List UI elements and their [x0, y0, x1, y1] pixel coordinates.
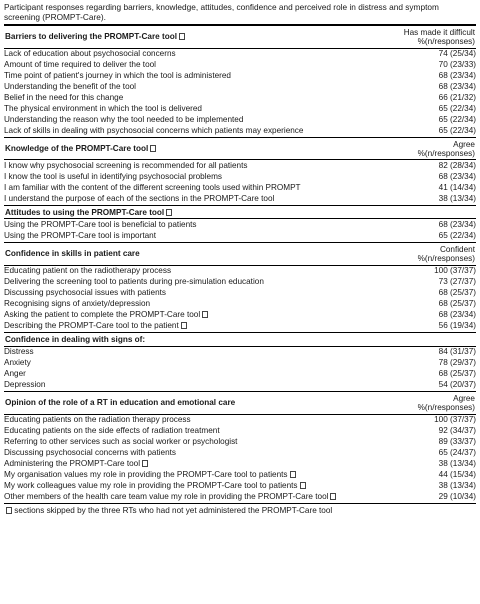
- skipped-marker-icon: [166, 209, 172, 216]
- row-value: 92 (34/37): [438, 426, 476, 436]
- row-value: 68 (25/37): [438, 368, 476, 378]
- row-label-cell: [4, 368, 396, 379]
- row-label-cell: [4, 425, 396, 436]
- results-table: [4, 24, 476, 503]
- row-label-cell: [4, 320, 396, 332]
- row-label-cell: [4, 469, 396, 480]
- row-value: 66 (21/32): [438, 92, 476, 102]
- row-label: Distress: [4, 347, 34, 357]
- row-value: 56 (19/34): [438, 320, 476, 330]
- table-row: [4, 193, 476, 205]
- row-label: Understanding the benefit of the tool: [4, 81, 137, 91]
- table-row: [4, 469, 476, 480]
- column-header-line: %(n/responses): [417, 148, 475, 158]
- table-row: [4, 70, 476, 81]
- row-value: 74 (25/34): [438, 49, 476, 59]
- section-header: [4, 25, 476, 48]
- row-value: 65 (22/34): [438, 125, 476, 135]
- section-header: [4, 391, 476, 414]
- row-value: 38 (13/34): [438, 193, 476, 203]
- table-caption: Participant responses regarding barriers, knowledge, attitudes, confidence and perceived role in distress and symptom screening (PROMPT-Care).: [4, 2, 439, 23]
- row-label-cell: [4, 230, 396, 242]
- row-label-cell: [4, 447, 396, 458]
- row-label-cell: [4, 346, 396, 357]
- row-value: 100 (37/37): [434, 266, 476, 276]
- section-title-text: Confidence in skills in patient care: [5, 249, 140, 259]
- row-label: Referring to other services such as social worker or psychologist: [4, 436, 238, 446]
- column-header: [396, 205, 476, 219]
- column-header-line: Agree: [453, 393, 475, 403]
- row-label: Discussing psychosocial concerns with patients: [4, 447, 177, 457]
- row-value: 70 (23/33): [438, 60, 476, 70]
- table-row: [4, 320, 476, 332]
- section-title-text: Attitudes to using the PROMPT-Care tool: [5, 207, 165, 217]
- row-label-cell: [4, 171, 396, 182]
- skipped-marker-icon: [150, 145, 156, 152]
- table-row: [4, 125, 476, 137]
- row-label-cell: [4, 287, 396, 298]
- row-label-cell: [4, 160, 396, 171]
- row-label: Educating patients on the radiation therapy process: [4, 415, 191, 425]
- row-label: Other members of the health care team value my role in providing the PROMPT-Care tool: [4, 491, 329, 501]
- section-header: [4, 332, 476, 346]
- column-header: [396, 137, 476, 160]
- table-row: [4, 92, 476, 103]
- row-label: My organisation values my role in providing the PROMPT-Care tool to patients: [4, 469, 288, 479]
- table-row: [4, 480, 476, 491]
- row-label-cell: [4, 92, 396, 103]
- row-label-cell: [4, 182, 396, 193]
- row-label: Educating patient on the radiotherapy process: [4, 266, 172, 276]
- row-label: The physical environment in which the tool is delivered: [4, 103, 202, 113]
- row-label: Anxiety: [4, 357, 31, 367]
- section-title: [4, 242, 396, 265]
- table-row: [4, 346, 476, 357]
- row-label-cell: [4, 458, 396, 469]
- table-row: [4, 160, 476, 171]
- table-row: [4, 436, 476, 447]
- row-value: 68 (25/37): [438, 298, 476, 308]
- column-header-line: %(n/responses): [417, 254, 475, 264]
- row-value: 68 (23/34): [438, 81, 476, 91]
- column-header-line: Agree: [453, 139, 475, 149]
- row-label-cell: [4, 114, 396, 125]
- column-header: [396, 391, 476, 414]
- row-value: 100 (37/37): [434, 415, 476, 425]
- row-value: 73 (27/37): [438, 277, 476, 287]
- row-label: Describing the PROMPT-Care tool to the patient: [4, 320, 179, 330]
- table-row: [4, 103, 476, 114]
- row-label-cell: [4, 298, 396, 309]
- section-title: [4, 205, 396, 219]
- table-row: [4, 379, 476, 391]
- table-row: [4, 458, 476, 469]
- row-value: 38 (13/34): [438, 480, 476, 490]
- table-row: [4, 414, 476, 425]
- table-row: [4, 219, 476, 230]
- table-row: [4, 114, 476, 125]
- section-title: [4, 137, 396, 160]
- row-label: Understanding the reason why the tool needed to be implemented: [4, 114, 244, 124]
- skipped-marker-icon: [179, 33, 185, 40]
- row-label-cell: [4, 436, 396, 447]
- row-label: Discussing psychosocial issues with patients: [4, 288, 167, 297]
- section-title-text: Opinion of the role of a RT in education and emotional care: [5, 398, 236, 408]
- row-label-cell: [4, 480, 396, 491]
- row-label: Anger: [4, 368, 26, 378]
- column-header-line: %(n/responses): [417, 403, 475, 413]
- row-value: 68 (23/34): [438, 309, 476, 319]
- table-row: [4, 60, 476, 71]
- row-label-cell: [4, 81, 396, 92]
- row-label: My work colleagues value my role in providing the PROMPT-Care tool to patients: [4, 480, 298, 490]
- row-value: 41 (14/34): [438, 182, 476, 192]
- section-header: [4, 205, 476, 219]
- row-label: Asking the patient to complete the PROMPT-Care tool: [4, 309, 201, 319]
- row-value: 44 (15/34): [438, 469, 476, 479]
- table-row: [4, 368, 476, 379]
- table-row: [4, 81, 476, 92]
- skipped-marker-icon: [202, 311, 208, 318]
- row-label: Using the PROMPT-Care tool is important: [4, 230, 156, 240]
- row-label-cell: [4, 48, 396, 59]
- row-label: Belief in the need for this change: [4, 92, 124, 102]
- row-label-cell: [4, 193, 396, 205]
- table-row: [4, 357, 476, 368]
- skipped-marker-icon: [142, 460, 148, 467]
- row-label: Administering the PROMPT-Care tool: [4, 458, 141, 468]
- row-value: 78 (29/37): [438, 357, 476, 367]
- row-label-cell: [4, 277, 396, 288]
- skipped-marker-icon: [290, 471, 296, 478]
- row-label: Lack of education about psychosocial concerns: [4, 49, 176, 59]
- table-row: [4, 230, 476, 242]
- table-row: [4, 182, 476, 193]
- row-value: 54 (20/37): [438, 379, 476, 389]
- section-title: [4, 332, 396, 346]
- table-row: [4, 425, 476, 436]
- row-label: I know the tool is useful in identifying psychosocial problems: [4, 171, 222, 181]
- section-title-text: Confidence in dealing with signs of:: [5, 334, 146, 344]
- row-value: 82 (28/34): [438, 160, 476, 170]
- row-label: Recognising signs of anxiety/depression: [4, 298, 151, 308]
- row-label-cell: [4, 357, 396, 368]
- row-label: Amount of time required to deliver the tool: [4, 60, 157, 70]
- row-value: 68 (25/37): [438, 288, 476, 297]
- table-row: [4, 277, 476, 288]
- row-value: 84 (31/37): [438, 347, 476, 357]
- row-label: Delivering the screening tool to patients during pre-simulation education: [4, 277, 264, 287]
- table-row: [4, 287, 476, 298]
- row-value: 65 (22/34): [438, 103, 476, 113]
- table-row: [4, 309, 476, 320]
- row-label-cell: [4, 70, 396, 81]
- row-value: 65 (22/34): [438, 230, 476, 240]
- row-value: 38 (13/34): [438, 458, 476, 468]
- row-label-cell: [4, 379, 396, 391]
- row-label: I understand the purpose of each of the sections in the PROMPT-Care tool: [4, 193, 275, 203]
- table-row: [4, 447, 476, 458]
- row-label: Lack of skills in dealing with psychosocial concerns which patients may experience: [4, 125, 304, 135]
- column-header-line: Confident: [439, 244, 475, 254]
- row-label-cell: [4, 60, 396, 71]
- section-title: [4, 25, 396, 48]
- results-table-body: [4, 25, 476, 503]
- row-label-cell: [4, 309, 396, 320]
- section-title-text: Knowledge of the PROMPT-Care tool: [5, 144, 149, 154]
- column-header-line: %(n/responses): [417, 37, 475, 47]
- skipped-marker-icon: [181, 322, 187, 329]
- row-value: 89 (33/37): [438, 436, 476, 446]
- table-row: [4, 298, 476, 309]
- row-label: Educating patients on the side effects of radiation treatment: [4, 426, 220, 436]
- row-value: 65 (24/37): [438, 447, 476, 457]
- row-label-cell: [4, 414, 396, 425]
- table-row: [4, 265, 476, 276]
- row-label-cell: [4, 125, 396, 137]
- row-label: I know why psychosocial screening is recommended for all patients: [4, 160, 248, 170]
- skipped-marker-icon: [330, 493, 336, 500]
- row-value: 68 (23/34): [438, 219, 476, 229]
- column-header: [396, 25, 476, 48]
- section-header: [4, 242, 476, 265]
- column-header-line: Has made it difficult: [403, 27, 475, 37]
- row-label-cell: [4, 219, 396, 230]
- section-header: [4, 137, 476, 160]
- table-footnote: [4, 503, 476, 516]
- row-label: Using the PROMPT-Care tool is beneficial to patients: [4, 219, 197, 229]
- row-label: I am familiar with the content of the different screening tools used within PROMPT: [4, 182, 301, 192]
- row-value: 68 (23/34): [438, 70, 476, 80]
- row-label: Time point of patient's journey in which the tool is administered: [4, 70, 231, 80]
- footnote-text: sections skipped by the three RTs who had not yet administered the PROMPT-Care tool: [14, 505, 333, 515]
- row-label-cell: [4, 103, 396, 114]
- column-header: [396, 332, 476, 346]
- row-value: 65 (22/34): [438, 114, 476, 124]
- row-label-cell: [4, 491, 396, 502]
- section-title: [4, 391, 396, 414]
- table-row: [4, 491, 476, 502]
- table-row: [4, 171, 476, 182]
- row-value: 29 (10/34): [438, 491, 476, 501]
- column-header: [396, 242, 476, 265]
- section-title-text: Barriers to delivering the PROMPT-Care tool: [5, 32, 177, 42]
- row-label-cell: [4, 265, 396, 276]
- skipped-marker-icon: [300, 482, 306, 489]
- row-value: 68 (23/34): [438, 171, 476, 181]
- row-label: Depression: [4, 379, 46, 389]
- skipped-marker-icon: [6, 507, 12, 514]
- table-row: [4, 48, 476, 59]
